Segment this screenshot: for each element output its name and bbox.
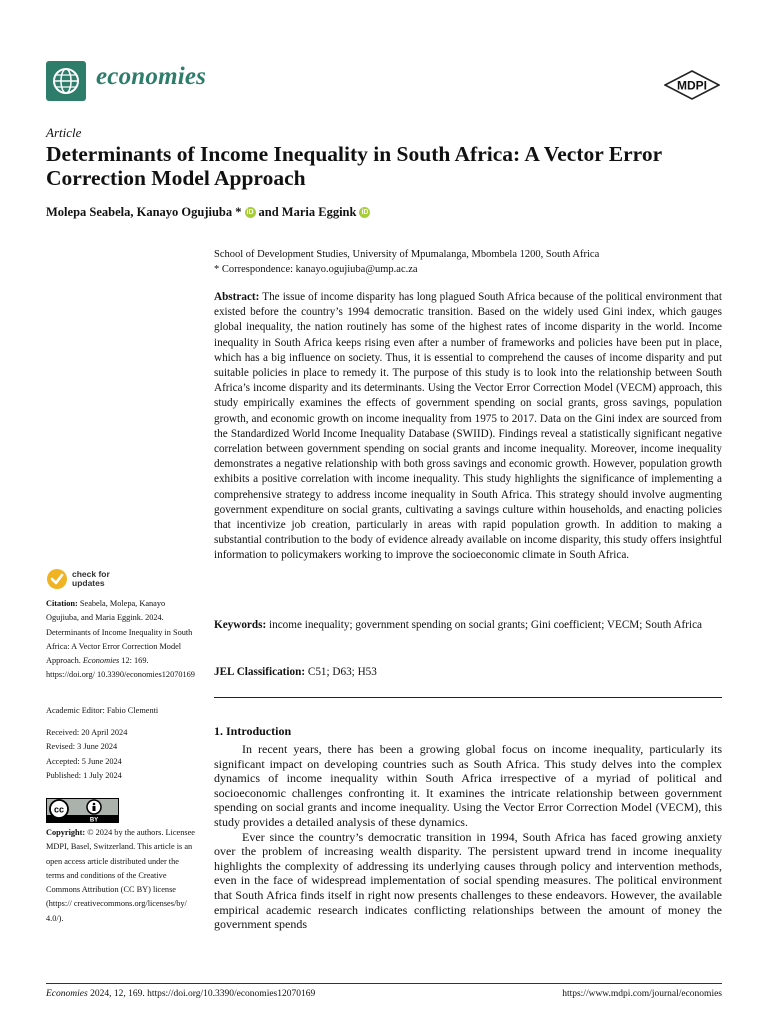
affiliation-block	[214, 247, 599, 277]
authors-text-2: and Maria Eggink	[258, 205, 357, 219]
footer-citation-text: 2024, 12, 169. https://doi.org/10.3390/economies12070169	[90, 989, 316, 999]
author-list	[46, 205, 370, 220]
journal-logo	[46, 61, 86, 101]
published-date: Published: 1 July 2024	[46, 770, 122, 780]
keywords-text: income inequality; government spending on social grants; Gini coefficient; VECM; South Africa	[269, 619, 703, 631]
cc-by-license-badge[interactable]	[46, 798, 119, 823]
received-date: Received: 20 April 2024	[46, 728, 128, 737]
globe-icon	[46, 61, 86, 101]
copyright-text: © 2024 by the authors. Licensee MDPI, Basel, Switzerland. This article is an open access article distributed under the terms and conditions of the Creative Commons Attribution (CC BY) license (https:// creativecommons.org/licenses/by/ 4.0/).	[46, 828, 195, 923]
jel-label: JEL Classification:	[214, 666, 306, 678]
citation-text: Seabela, Molepa, Kanayo Ogujiuba, and Maria Eggink. 2024. Determinants of Income Inequality in South Africa: A Vector Error Correction Model Approach.	[46, 599, 193, 666]
keywords-label: Keywords:	[214, 619, 267, 631]
mdpi-logo[interactable]	[664, 70, 720, 100]
accepted-date: Accepted: 5 June 2024	[46, 756, 122, 766]
svg-text:BY: BY	[89, 817, 99, 823]
correspondence: * Correspondence: kanayo.ogujiuba@ump.ac.za	[214, 264, 418, 275]
abstract	[214, 290, 722, 564]
citation-doi[interactable]: 12: 169. https://doi.org/ 10.3390/economies12070169	[46, 656, 195, 680]
orcid-icon[interactable]: iD	[361, 209, 369, 216]
svg-text:cc: cc	[53, 804, 65, 815]
footer-divider	[46, 983, 722, 984]
check-label: check for	[72, 569, 110, 579]
abstract-label: Abstract:	[214, 291, 260, 303]
academic-editor: Academic Editor: Fabio Clementi	[46, 706, 159, 715]
page-title: Determinants of Income Inequality in South Africa: A Vector Error Correction Model Approach	[46, 142, 662, 190]
article-type: Article	[46, 125, 82, 140]
citation-block	[46, 597, 198, 683]
jel-text: C51; D63; H53	[307, 666, 377, 678]
citation-journal: Economies	[82, 656, 120, 666]
check-for-updates-badge[interactable]	[46, 568, 110, 590]
orcid-icon[interactable]: iD	[246, 209, 254, 216]
journal-name[interactable]: economies	[96, 63, 207, 90]
jel-classification	[214, 666, 377, 678]
check-updates-icon	[46, 568, 68, 590]
publisher-name: MDPI	[677, 78, 707, 93]
updates-label: updates	[72, 578, 105, 588]
dates-block	[46, 726, 198, 783]
keywords	[214, 618, 722, 633]
divider	[214, 697, 722, 698]
revised-date: Revised: 3 June 2024	[46, 742, 118, 752]
body-text	[214, 742, 722, 932]
footer-citation[interactable]	[46, 989, 315, 999]
footer-journal: Economies	[46, 989, 88, 999]
authors-text: Molepa Seabela, Kanayo Ogujiuba *	[46, 205, 242, 219]
paragraph: Ever since the country’s democratic transition in 1994, South Africa has faced growing anxiety over the problem of increasing wealth disparity. The persistent upward trend in income inequality highlights the complexity of addressing its underlying causes through policy and intervention methods, even in the face of widespread implementation of social spending measures. The political environment that South Africa finds itself in right now presents challenges to these endeavors. However, the available empirical academic research indicates conflicting relationships between the amount of money the government spends	[214, 829, 722, 932]
section-heading: 1. Introduction	[214, 724, 292, 738]
copyright-label: Copyright:	[46, 828, 86, 837]
copyright-block	[46, 826, 198, 926]
footer-url[interactable]: https://www.mdpi.com/journal/economies	[562, 989, 722, 999]
paragraph: In recent years, there has been a growing global focus on income inequality, particularly its significant impact on developing countries such as South Africa. This study delves into the complex dynamics of income inequality within South Africa irrespective of a myriad of political and socioeconomic challenges confronting it. It examines the intricate relationship between government spending on social grants and income inequality. Using the Vector Error Correction Model (VECM), this study provides a detailed analysis of these dynamics.	[214, 742, 722, 829]
abstract-text: The issue of income disparity has long plagued South Africa because of the political environment that existed before the country’s 1994 democratic transition. Based on the widely used Gini index, which gauges global inequality, the nation routinely has some of the highest rates of income disparity in the world. Income inequality in South Africa keeps rising even after a number of frameworks and policies have been put in place, which has a big influence on society. Thus, it is essential to comprehend the causes of income disparity and put suitable policies in place to remedy it. The purpose of this study is to look into the relationship between South Africa’s income disparity and its determinants. Using the Vector Error Correction Model (VECM) approach, this study empirically examines the effects of government spending on social grants, gross savings, population growth, and economic growth on income inequality from 1975 to 2017. Data on the Gini index are sourced from the Standardized World Income Inequality Database (SWIID). Findings reveal a statistically significant negative correlation between government spending on social grants and income inequality. Moreover, income inequality demonstrates a negative relationship with both gross savings and economic growth. However, population growth exhibits a positive correlation with income inequality. This study highlights the significance of implementing a comprehensive strategy to address income inequality in South Africa. This strategy should involve augmenting government expenditure on social grants, cultivating a savings culture within households, and enacting policies that incentivize job creation, particularly in areas with rapid population growth. In addition to making a substantial contribution to the body of evidence already available on income disparity, this study offers insightful information to policymakers working to improve the socioeconomic climate in South Africa.	[214, 291, 722, 562]
citation-label: Citation:	[46, 599, 78, 608]
affiliation: School of Development Studies, University of Mpumalanga, Mbombela 1200, South Africa	[214, 249, 600, 260]
